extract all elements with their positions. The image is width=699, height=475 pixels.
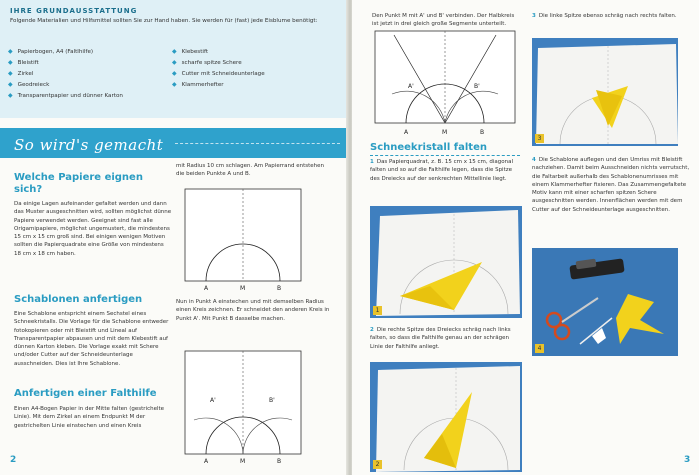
materials-box (0, 0, 348, 118)
diagram-intersections (184, 350, 302, 465)
step-number: 4 (532, 157, 536, 163)
photo-illustration (370, 362, 522, 472)
heading-crystal: Schneekristall falten (370, 142, 487, 153)
paragraph-connect: Den Punkt M mit A' und B' verbinden. Der Halbkreis ist jetzt in drei gleich große Segmente unterteilt. (372, 13, 515, 28)
bullet-icon: ◆ (172, 81, 177, 88)
paragraph-radius: mit Radius 10 cm schlagen. Am Papierrand entstehen die beiden Punkte A und B. (176, 163, 325, 178)
photo-step-2 (370, 362, 522, 472)
label-b: B (480, 129, 485, 136)
label-b: B (277, 285, 282, 292)
bullet-icon: ◆ (172, 48, 177, 55)
step-number: 3 (532, 13, 536, 19)
photo-number: 3 (535, 134, 544, 143)
heading-folding-aid: Anfertigen einer Falthilfe (14, 388, 157, 399)
left-page (0, 0, 348, 475)
photo-step-1 (370, 206, 522, 318)
materials-list-left (8, 46, 123, 101)
label-m: M (240, 285, 246, 292)
label-a: A (204, 458, 209, 465)
step-number: 2 (370, 327, 374, 333)
materials-title: IHRE GRUNDAUSSTATTUNG (10, 7, 138, 15)
page-number: 3 (684, 455, 691, 465)
paragraph-papers: Da einige Lagen aufeinander gefaltet werden und dann das Muster ausgeschnitten wird, sollten möglichst dünne Papiere verwendet werden. Geeignet sind fast alle Origamipapiere, möglichst ungemustert, die mindestens 15 cm x 15 cm groß sind. Bei einigen wenigen Motiven sollten die Papierquadrate eine Größe von mindestens 18 cm x 18 cm haben. (14, 201, 172, 257)
list-item: ◆ Klebestift (172, 48, 209, 55)
step-4: 4 Die Schablone auflegen und den Umriss mit Bleistift nachziehen. Damit beim Ausschneiden nichts verrutscht, die Faltarbeit außerhalb des Schablonenumrisses mit einem Klammerhefter fixieren. Das Zusammengefaltete Motiv kann mit einer scharfen spitzen Schere ausgeschnitten werden. Innenflächen werden mit dem Cutter auf der Schneideunterlage ausgeschnitten. (532, 157, 690, 213)
bullet-icon: ◆ (172, 70, 177, 77)
heading-templates: Schablonen anfertigen (14, 294, 143, 305)
label-b-prime: B' (474, 83, 480, 90)
label-m: M (240, 458, 246, 465)
list-item: ◆ scharfe spitze Schere (172, 59, 242, 66)
step-1: 1 Das Papierquadrat, z. B. 15 cm x 15 cm, diagonal falten und so auf die Falthilfe legen, dass die Spitze des Dreiecks auf der senkrechten Mittellinie liegt. (370, 159, 513, 182)
photo-number: 1 (373, 306, 382, 315)
bullet-icon: ◆ (8, 59, 13, 66)
heading-papers: Welche Papiere eignen sich? (14, 172, 143, 195)
photo-illustration (532, 38, 678, 146)
list-item: ◆ Transparentpapier und dünner Karton (8, 92, 123, 99)
band-divider (175, 143, 340, 144)
label-a-prime: A' (408, 83, 414, 90)
bullet-icon: ◆ (172, 59, 177, 66)
photo-illustration (370, 206, 522, 318)
bullet-icon: ◆ (8, 48, 13, 55)
list-item: ◆ Bleistift (8, 59, 39, 66)
diagram-segments (374, 30, 524, 140)
bullet-icon: ◆ (8, 81, 13, 88)
step-number: 1 (370, 159, 374, 165)
page-number: 2 (10, 455, 17, 465)
photo-step-4 (532, 248, 678, 356)
paragraph-second-circle: Nun in Punkt A einstechen und mit demselben Radius einen Kreis zeichnen. Er schneidet den anderen Kreis in Punkt A'. Mit Punkt B dasselbe machen. (176, 299, 330, 322)
bullet-icon: ◆ (8, 92, 13, 99)
right-page (352, 0, 699, 475)
list-item: ◆ Zirkel (8, 70, 34, 77)
label-m: M (442, 129, 448, 136)
bullet-icon: ◆ (8, 70, 13, 77)
list-item: ◆ Geodreieck (8, 81, 50, 88)
label-a-prime: A' (210, 397, 216, 404)
photo-number: 4 (535, 344, 544, 353)
paragraph-templates: Eine Schablone entspricht einem Sechstel eines Schneekristalls. Die Vorlage für die Schablone entweder fotokopieren oder mit Bleistift und Lineal auf Transparentpapier abpausen und mit dem Klebestift auf dünnen Karton kleben. Die Vorlage exakt mit Schere und/oder Cutter auf der Schneideunterlage ausschneiden. Dies ist Ihre Schablone. (14, 311, 169, 367)
label-b: B (277, 458, 282, 465)
photo-illustration (532, 248, 678, 356)
section-title: So wird's gemacht (14, 136, 164, 154)
list-item: ◆ Papierbogen, A4 (Faltlhilfe) (8, 48, 94, 55)
label-a: A (204, 285, 209, 292)
step-3: 3 Die linke Spitze ebenso schräg nach rechts falten. (532, 13, 677, 19)
photo-step-3 (532, 38, 678, 146)
paragraph-folding-aid: Einen A4-Bogen Papier in der Mitte falten (gestrichelte Linie). Mit dem Zirkel an einem Endpunkt M der gestrichelten Linie einstechen und einen Kreis (14, 406, 165, 429)
list-item: ◆ Klammerhefter (172, 81, 224, 88)
materials-intro: Folgende Materialien und Hilfsmittel sollten Sie zur Hand haben. Sie werden für (fast) jede Eisblume benötigt: (10, 18, 318, 24)
materials-list-right (172, 46, 265, 90)
label-b-prime: B' (269, 397, 275, 404)
heading-underline (370, 155, 520, 156)
list-item: ◆ Cutter mit Schneideunterlage (172, 70, 265, 77)
step-2: 2 Die rechte Spitze des Dreiecks schräg nach links falten, so dass die Falthilfe genau an der schrägen Linie der Falthilfe anliegt. (370, 327, 511, 350)
diagram-semicircle (184, 188, 302, 294)
photo-number: 2 (373, 460, 382, 469)
label-a: A (404, 129, 409, 136)
